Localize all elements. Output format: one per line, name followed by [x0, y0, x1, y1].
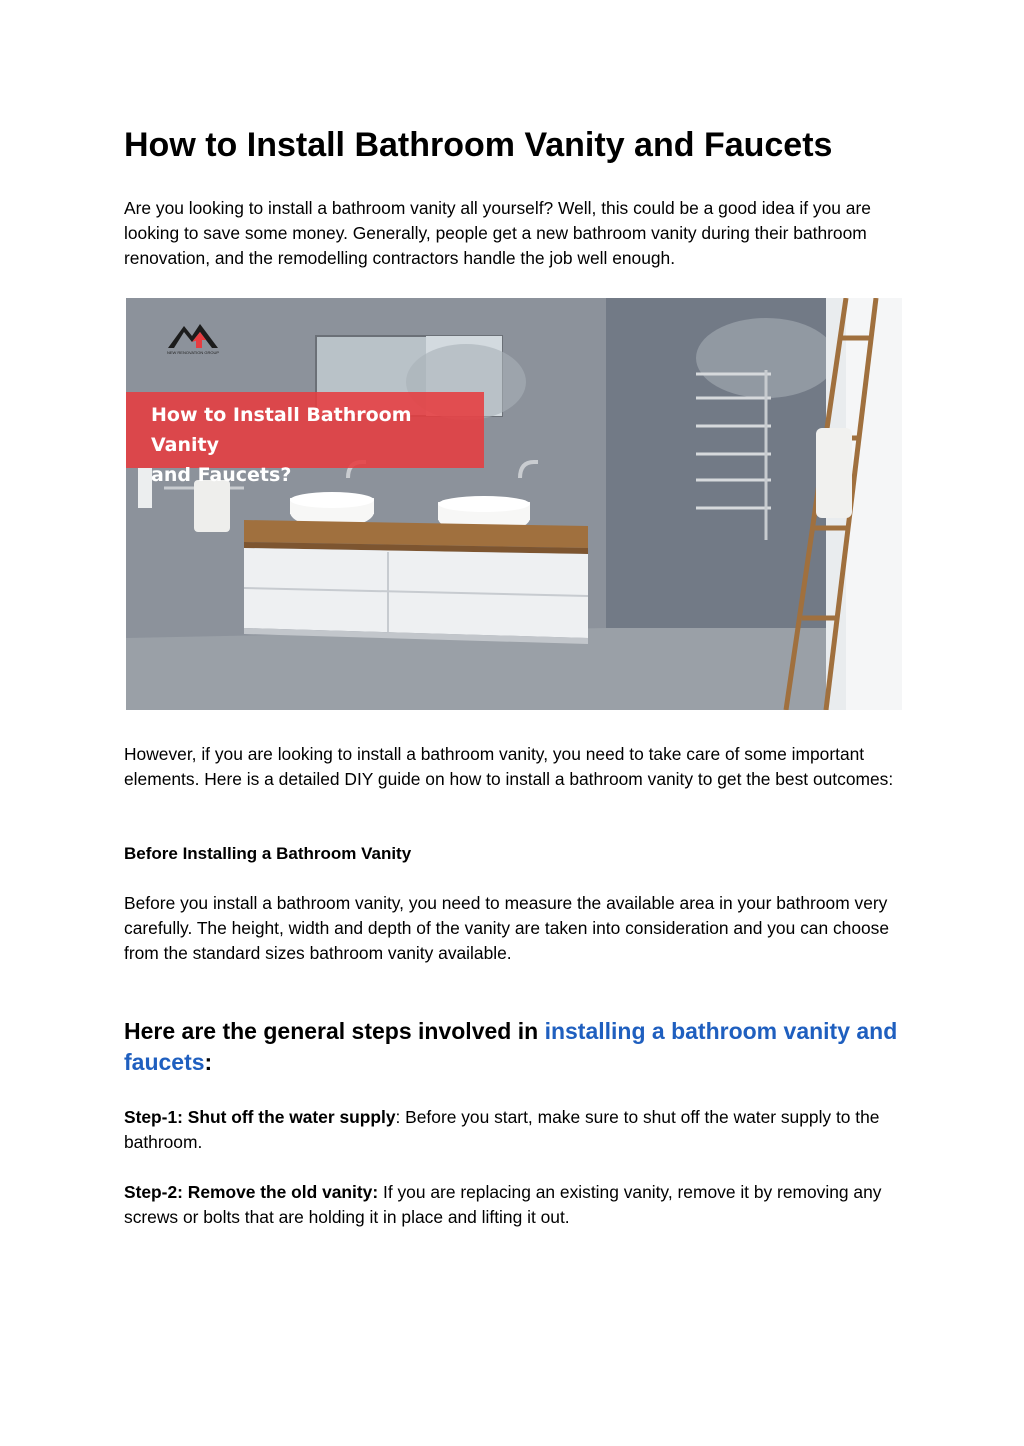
section-subheading: Before Installing a Bathroom Vanity	[124, 844, 412, 863]
step-2-label: Step-2: Remove the old vanity:	[124, 1182, 379, 1202]
hero-banner-text	[151, 400, 471, 490]
hero-image	[126, 298, 902, 710]
steps-heading-suffix: :	[204, 1049, 213, 1075]
page-title: How to Install Bathroom Vanity and Faucets	[124, 126, 833, 164]
hero-banner	[126, 392, 484, 486]
measure-paragraph: Before you install a bathroom vanity, you need to measure the available area in your bathroom very carefully. The height, width and depth of the vanity are taken into consideration and you can choose from the standard sizes bathroom vanity available.	[124, 893, 890, 963]
company-logo	[166, 320, 220, 358]
step-1-label: Step-1: Shut off the water supply	[124, 1107, 396, 1127]
house-roof-icon	[166, 320, 220, 350]
guide-intro-paragraph: However, if you are looking to install a bathroom vanity, you need to take care of some important elements. Here is a detailed DIY guide on how to install a bathroom vanity to get the best outcomes:	[124, 744, 894, 789]
steps-heading-prefix: Here are the general steps involved in	[124, 1018, 545, 1044]
bathroom-illustration	[126, 298, 902, 710]
step-1-text: : Before you start, make sure to shut off the water supply to the bathroom.	[124, 1107, 880, 1152]
steps-heading	[124, 1016, 904, 1078]
steps-heading-link[interactable]: installing a bathroom vanity and faucets	[124, 1018, 898, 1075]
step-1	[124, 1105, 904, 1155]
hero-banner-line2: and Faucets?	[151, 464, 292, 486]
logo-wordmark: NEW RENOVATION GROUP	[166, 350, 220, 355]
step-2-text: If you are replacing an existing vanity, remove it by removing any screws or bolts that are holding it in place and lifting it out.	[124, 1182, 882, 1227]
intro-paragraph: Are you looking to install a bathroom vanity all yourself? Well, this could be a good idea if you are looking to save some money. Generally, people get a new bathroom vanity during their bathroom renovation, and the remodelling contractors handle the job well enough.	[124, 198, 871, 268]
step-2	[124, 1180, 904, 1230]
hero-banner-line1: How to Install Bathroom Vanity	[151, 404, 412, 456]
